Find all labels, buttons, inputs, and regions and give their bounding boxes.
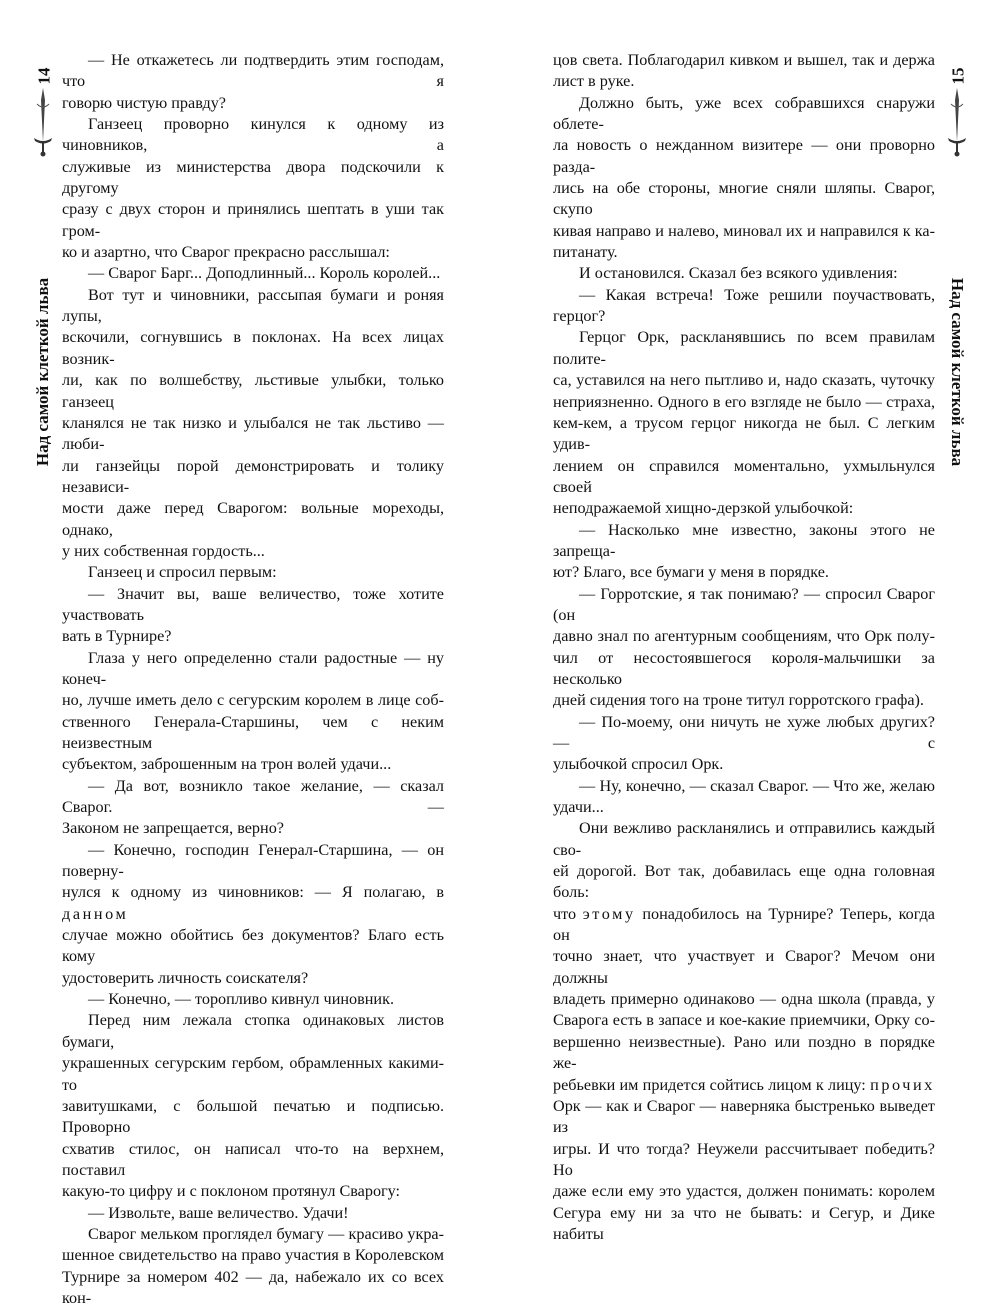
line-text: цов света. Поблагодарил кивком и вышел, так и держа — [553, 51, 935, 69]
text-line — [553, 1203, 935, 1246]
line-text: — Да вот, возникло такое желание, — сказал Сварог. — — [62, 776, 444, 817]
line-text: даже если ему это удастся, должен понимать: королем — [553, 1182, 935, 1201]
page-number: 15 — [948, 67, 968, 85]
line-text: служивые из министерства двора подскочили к другому — [62, 157, 444, 198]
text-line — [553, 776, 935, 797]
text-line — [62, 925, 444, 968]
text-line — [553, 1010, 935, 1031]
text-line — [553, 1075, 935, 1096]
line-text: давно знал по агентурным сообщениям, что Орк полу- — [553, 627, 935, 646]
text-line — [62, 776, 444, 819]
line-text: удостоверить личность соискателя? — [62, 968, 309, 987]
line-text: — Какая встреча! Тоже решили поучаствовать, герцог? — [553, 285, 935, 326]
line-text: Они вежливо раскланялись и отправились каждый сво- — [553, 819, 935, 859]
text-line — [62, 1096, 444, 1139]
line-text: вершенно неизвестные). Рано или поздно в порядке же- — [553, 1032, 935, 1073]
text-line — [553, 1181, 935, 1202]
line-text: у них собственная гордость... — [62, 541, 265, 560]
line-text: неприязненно. Одного в его взгляде не было — страха, — [553, 392, 935, 411]
text-line — [62, 1010, 444, 1053]
spaced-emphasis: прочих — [870, 1075, 935, 1094]
text-line — [62, 1139, 444, 1182]
line-text: — Сварог Барг... Доподлинный... Король королей... — [88, 264, 441, 283]
text-line — [62, 1181, 444, 1202]
line-text: улыбочкой спросил Орк. — [553, 755, 724, 774]
line-text: ли ганзейцы порой демонстрировать и толику независи- — [62, 456, 444, 496]
text-line — [553, 904, 935, 947]
spaced-emphasis: данном — [62, 904, 129, 923]
text-line — [553, 754, 935, 775]
line-text: шенное свидетельство на право участия в Королевском — [62, 1246, 444, 1265]
line-text: ребьевки им придется сойтись лицом к лицу: — [553, 1075, 866, 1094]
running-title: Над самой клеткой льва — [948, 277, 967, 467]
line-text: ют? Благо, все бумаги у меня в порядке. — [553, 563, 829, 582]
text-line — [62, 1267, 444, 1309]
line-text: но, лучше иметь дело с сегурским королем в лице соб- — [62, 691, 444, 710]
line-text: — Насколько мне известно, законы этого не запреща- — [553, 520, 935, 560]
line-text: мости даже перед Сварогом: вольные мореходы, однако, — [62, 499, 444, 539]
line-text: Должно быть, уже всех собравшихся снаружи облете- — [553, 93, 935, 134]
line-text: нулся к одному из чиновников: — Я полагаю, в — [62, 883, 444, 902]
line-text: лист в руке. — [553, 72, 635, 91]
line-text: какую-то цифру и с поклоном протянул Сварогу: — [62, 1182, 401, 1201]
line-text: — Горротские, я так понимаю? — спросил Сварог (он — [553, 584, 935, 624]
line-text: ла новость о нежданном визитере — они проворно разда- — [553, 136, 935, 176]
line-text: что — [553, 904, 577, 923]
line-text: сразу с двух сторон и принялись шептать в уши так гром- — [62, 200, 444, 240]
text-line — [553, 797, 935, 818]
line-text: Герцог Орк, раскланявшись по всем правилам полите- — [553, 328, 935, 368]
line-text: ственного Генерала-Старшины, чем с неким неизвестным — [62, 712, 444, 752]
line-text: ли, как по волшебству, льстивые улыбки, только ганзеец — [62, 371, 444, 411]
text-line — [62, 968, 444, 989]
line-text: понадобилось на Турнире? Теперь, когда он — [553, 904, 935, 945]
text-line — [62, 1053, 444, 1096]
line-text: Турнире за номером 402 — да, набежало их со всех кон- — [62, 1267, 444, 1307]
line-text: — Конечно, — торопливо кивнул чиновник. — [88, 990, 394, 1009]
line-text: Вот тут и чиновники, рассыпая бумаги и роняя лупы, — [62, 285, 444, 326]
text-line — [62, 1245, 444, 1266]
running-title: Над самой клеткой льва — [33, 277, 52, 467]
line-text: са, уставился на него пытливо и, надо сказать, чуточку — [553, 371, 935, 390]
line-text: лением он справился моментально, ухмыльнулся своей — [553, 456, 935, 496]
text-line — [553, 1096, 935, 1139]
line-text: ко и азартно, что Сварог прекрасно расслышал: — [62, 243, 390, 262]
line-text: кланялся не так низко и улыбался не так льстиво — люби- — [62, 413, 444, 454]
line-text: ей дорогой. Вот так, добавилась еще одна головная боль: — [553, 862, 935, 902]
line-text: — Не откажетесь ли подтвердить этим господам, что я — [62, 51, 444, 91]
line-text: Орк — как и Сварог — наверняка быстренько выведет из — [553, 1096, 935, 1137]
line-text: Глаза у него определенно стали радостные — ну конеч- — [62, 648, 444, 688]
line-text: — Ну, конечно, — сказал Сварог. — Что же, желаю — [579, 776, 935, 795]
text-line — [553, 1032, 935, 1075]
line-text: неподражаемой хищно-дерзкой улыбочкой: — [553, 499, 854, 518]
line-text: — Значит вы, ваше величество, тоже хотите участвовать — [62, 584, 444, 624]
line-text: украшенных сегурским гербом, обрамленных какими-то — [62, 1054, 444, 1094]
line-text: — Извольте, ваше величество. Удачи! — [88, 1203, 349, 1222]
line-text: — По-моему, они ничуть не хуже любых других? — с — [553, 712, 935, 752]
text-line — [62, 754, 444, 775]
line-text: кивая направо и налево, миновал их и направился к ка- — [553, 221, 935, 240]
line-text: Сварог мельком проглядел бумагу — красиво укра- — [88, 1224, 444, 1243]
line-text: И остановился. Сказал без всякого удивления: — [579, 264, 898, 283]
line-text: точно знает, что участвует и Сварог? Мечом они должны — [553, 947, 935, 987]
text-line — [553, 818, 935, 861]
page-number: 14 — [34, 67, 54, 85]
line-text: — Конечно, господин Генерал-Старшина, — он поверну- — [62, 840, 444, 881]
line-text: субъектом, заброшенным на трон волей удачи... — [62, 755, 392, 774]
text-line — [62, 1203, 444, 1224]
line-text: говорю чистую правду? — [62, 93, 226, 112]
line-text: питанату. — [553, 243, 618, 262]
line-text: лись на обе стороны, многие сняли шляпы. Сварог, скупо — [553, 179, 935, 219]
line-text: схватив стилос, он написал что-то на верхнем, поставил — [62, 1139, 444, 1179]
text-line — [62, 840, 444, 883]
line-text: Ганзеец проворно кинулся к одному из чиновников, а — [62, 115, 444, 155]
line-text: вскочили, согнувшись в поклонах. На всех лицах возник- — [62, 328, 444, 368]
line-text: игры. И что тогда? Неужели рассчитывает победить? Но — [553, 1139, 935, 1179]
text-line — [62, 989, 444, 1010]
line-text: случае можно обойтись без документов? Благо есть кому — [62, 926, 444, 966]
text-line — [62, 1224, 444, 1245]
line-text: Сегура ему ни за что не бывать: и Сегур, и Дике набиты — [553, 1203, 935, 1243]
line-text: кем-кем, а трусом герцог никогда не был. С легким удив- — [553, 413, 935, 454]
line-text: Ганзеец и спросил первым: — [88, 563, 277, 582]
text-line — [553, 989, 935, 1010]
line-text: Перед ним лежала стопка одинаковых листов бумаги, — [62, 1011, 444, 1051]
line-text: вать в Турнире? — [62, 627, 172, 646]
text-line — [553, 1139, 935, 1182]
line-text: чил от несостоявшегося короля-мальчишки за несколько — [553, 648, 935, 688]
spaced-emphasis: этому — [582, 904, 636, 923]
line-text: удачи... — [553, 798, 604, 817]
text-line — [553, 946, 935, 989]
line-text: владеть примерно одинаково — одна школа (правда, у — [553, 990, 935, 1009]
line-text: дней сидения того на троне титул горротского графа). — [553, 691, 924, 710]
line-text: Законом не запрещается, верно? — [62, 819, 284, 838]
line-text: завитушками, с большой печатью и подписью. Проворно — [62, 1096, 444, 1137]
text-line — [62, 882, 444, 925]
sword-ornament-icon — [946, 86, 968, 158]
text-line — [553, 861, 935, 904]
line-text: Сварога есть в запасе и кое-какие приемчики, Орку со- — [553, 1011, 935, 1030]
text-line — [62, 818, 444, 839]
